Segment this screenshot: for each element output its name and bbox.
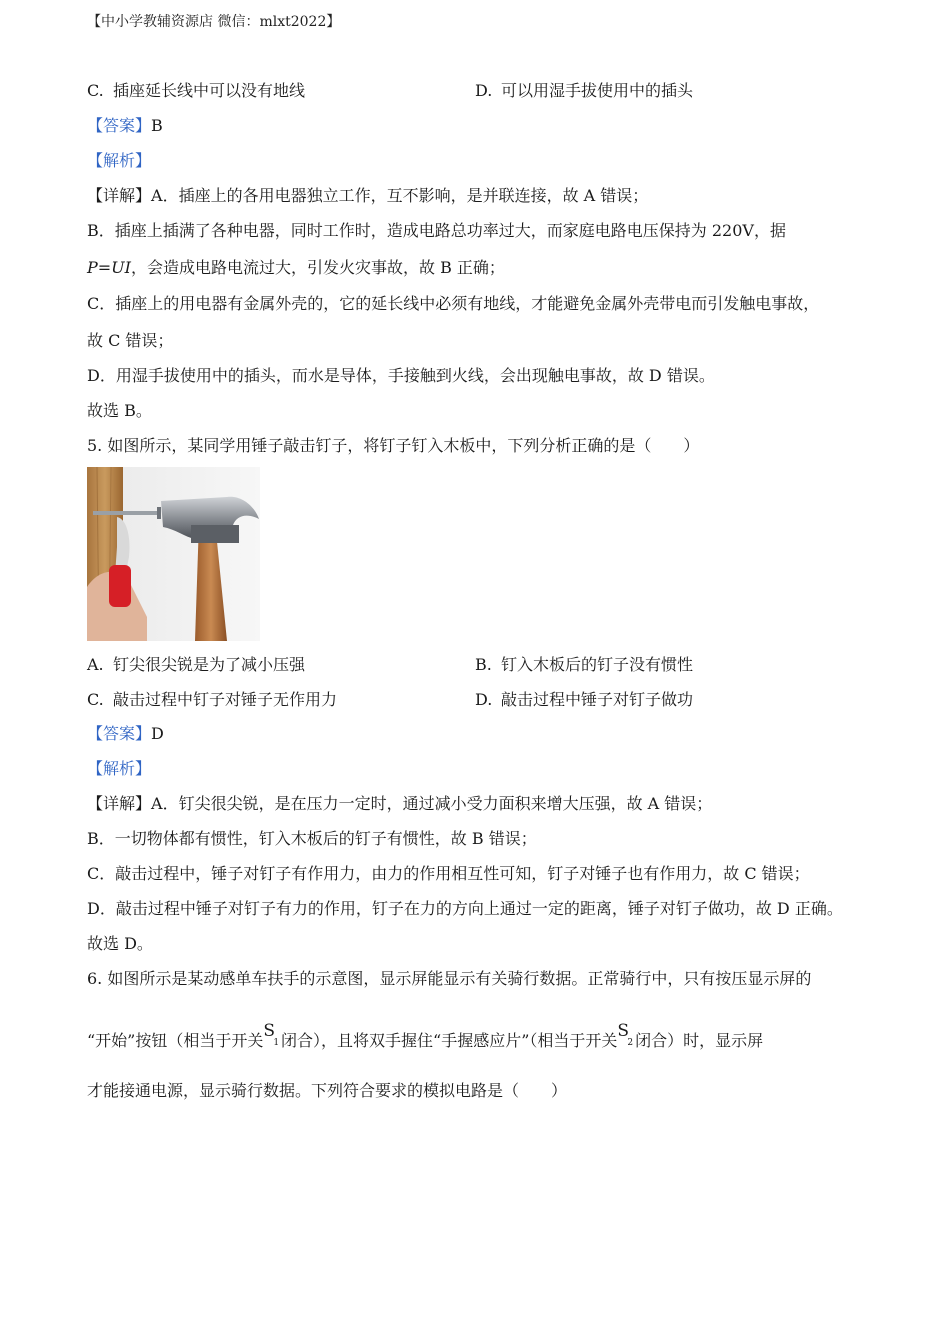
option-key: B.	[475, 655, 492, 674]
switch-index: 1	[273, 1038, 280, 1048]
q4-conclusion: 故选 B。	[87, 401, 152, 420]
page-header: 【中小学教辅资源店 微信：mlxt2022】	[87, 14, 341, 30]
q5-detail-d: D．敲击过程中锤子对钉子有力的作用，钉子在力的方向上通过一定的距离，锤子对钉子做功，故 D 正确。	[87, 899, 843, 918]
switch-letter: S	[617, 1021, 630, 1041]
q5-option-d	[475, 689, 693, 711]
option-text: 可以用湿手拔使用中的插头	[501, 81, 694, 100]
option-key: C.	[87, 690, 104, 709]
answer-value: D	[151, 724, 164, 743]
stem-text: 闭合），且将双手握住“手握感应片”（相当于开关	[281, 1031, 618, 1050]
detail-text: A．钉尖很尖锐，是在压力一定时，通过减小受力面积来增大压强，故 A 错误；	[151, 794, 713, 813]
q4-detail-a	[87, 185, 648, 207]
hammer-nail-image	[87, 467, 260, 641]
hammer-nail-figure	[87, 467, 260, 641]
q4-answer	[87, 115, 163, 137]
q4-detail-d: D．用湿手拔使用中的插头，而水是导体，手接触到火线，会出现触电事故，故 D 错误。	[87, 366, 715, 385]
detail-tag: 【详解】	[87, 794, 152, 813]
answer-tag: 【答案】	[87, 724, 152, 743]
option-text: 钉尖很尖锐是为了减小压强	[113, 655, 306, 674]
q5-analysis-tag: 【解析】	[87, 759, 152, 778]
q5-answer	[87, 723, 164, 745]
q5-detail-a	[87, 793, 712, 815]
option-text: 敲击过程中钉子对锤子无作用力	[113, 690, 338, 709]
option-key: A.	[87, 655, 104, 674]
stem-text: “开始”按钮（相当于开关	[87, 1031, 264, 1050]
answer-value: B	[151, 116, 163, 135]
q4-detail-b-line2	[87, 257, 505, 279]
q4-option-c	[87, 80, 305, 102]
switch-letter: S	[263, 1021, 276, 1041]
q4-detail-c-line1: C．插座上的用电器有金属外壳的，它的延长线中必须有地线，才能避免金属外壳带电而引发触电事故，	[87, 294, 820, 313]
formula: P=UI	[87, 258, 131, 277]
switch-s2-symbol	[617, 1020, 634, 1048]
option-text: 敲击过程中锤子对钉子做功	[501, 690, 694, 709]
q4-detail-b-line1: B．插座上插满了各种电器，同时工作时，造成电路总功率过大，而家庭电路电压保持为 220V，据	[87, 221, 786, 240]
stem-text: 闭合）时，显示屏	[635, 1031, 764, 1050]
option-key: D.	[475, 81, 493, 100]
q5-detail-c: C．敲击过程中，锤子对钉子有作用力，由力的作用相互性可知，钉子对锤子也有作用力，故 C 错误；	[87, 864, 810, 883]
q4-option-d	[475, 80, 693, 102]
q6-stem-line2	[87, 1021, 764, 1052]
q5-option-b	[475, 654, 693, 676]
option-text: 钉入木板后的钉子没有惯性	[501, 655, 694, 674]
detail-text: A．插座上的各用电器独立工作，互不影响，是并联连接，故 A 错误；	[151, 186, 649, 205]
q5-option-c	[87, 689, 337, 711]
detail-tag: 【详解】	[87, 186, 152, 205]
q5-option-a	[87, 654, 305, 676]
q5-detail-b: B．一切物体都有惯性，钉入木板后的钉子有惯性，故 B 错误；	[87, 829, 537, 848]
q6-stem-line1: 6. 如图所示是某动感单车扶手的示意图，显示屏能显示有关骑行数据。正常骑行中，只有按压显示屏的	[87, 969, 812, 988]
switch-index: 2	[627, 1038, 634, 1048]
answer-tag: 【答案】	[87, 116, 152, 135]
option-key: C.	[87, 81, 104, 100]
option-key: D.	[475, 690, 493, 709]
q5-stem: 5. 如图所示，某同学用锤子敲击钉子，将钉子钉入木板中，下列分析正确的是（ ）	[87, 436, 700, 455]
q6-stem-line3: 才能接通电源，显示骑行数据。下列符合要求的模拟电路是（ ）	[87, 1081, 568, 1100]
q4-analysis-tag: 【解析】	[87, 151, 152, 170]
option-text: 插座延长线中可以没有地线	[113, 81, 306, 100]
detail-text: ，会造成电路电流过大，引发火灾事故，故 B 正确；	[130, 258, 505, 277]
q4-detail-c-line2: 故 C 错误；	[87, 331, 174, 350]
switch-s1-symbol	[263, 1020, 280, 1048]
q5-conclusion: 故选 D。	[87, 934, 153, 953]
